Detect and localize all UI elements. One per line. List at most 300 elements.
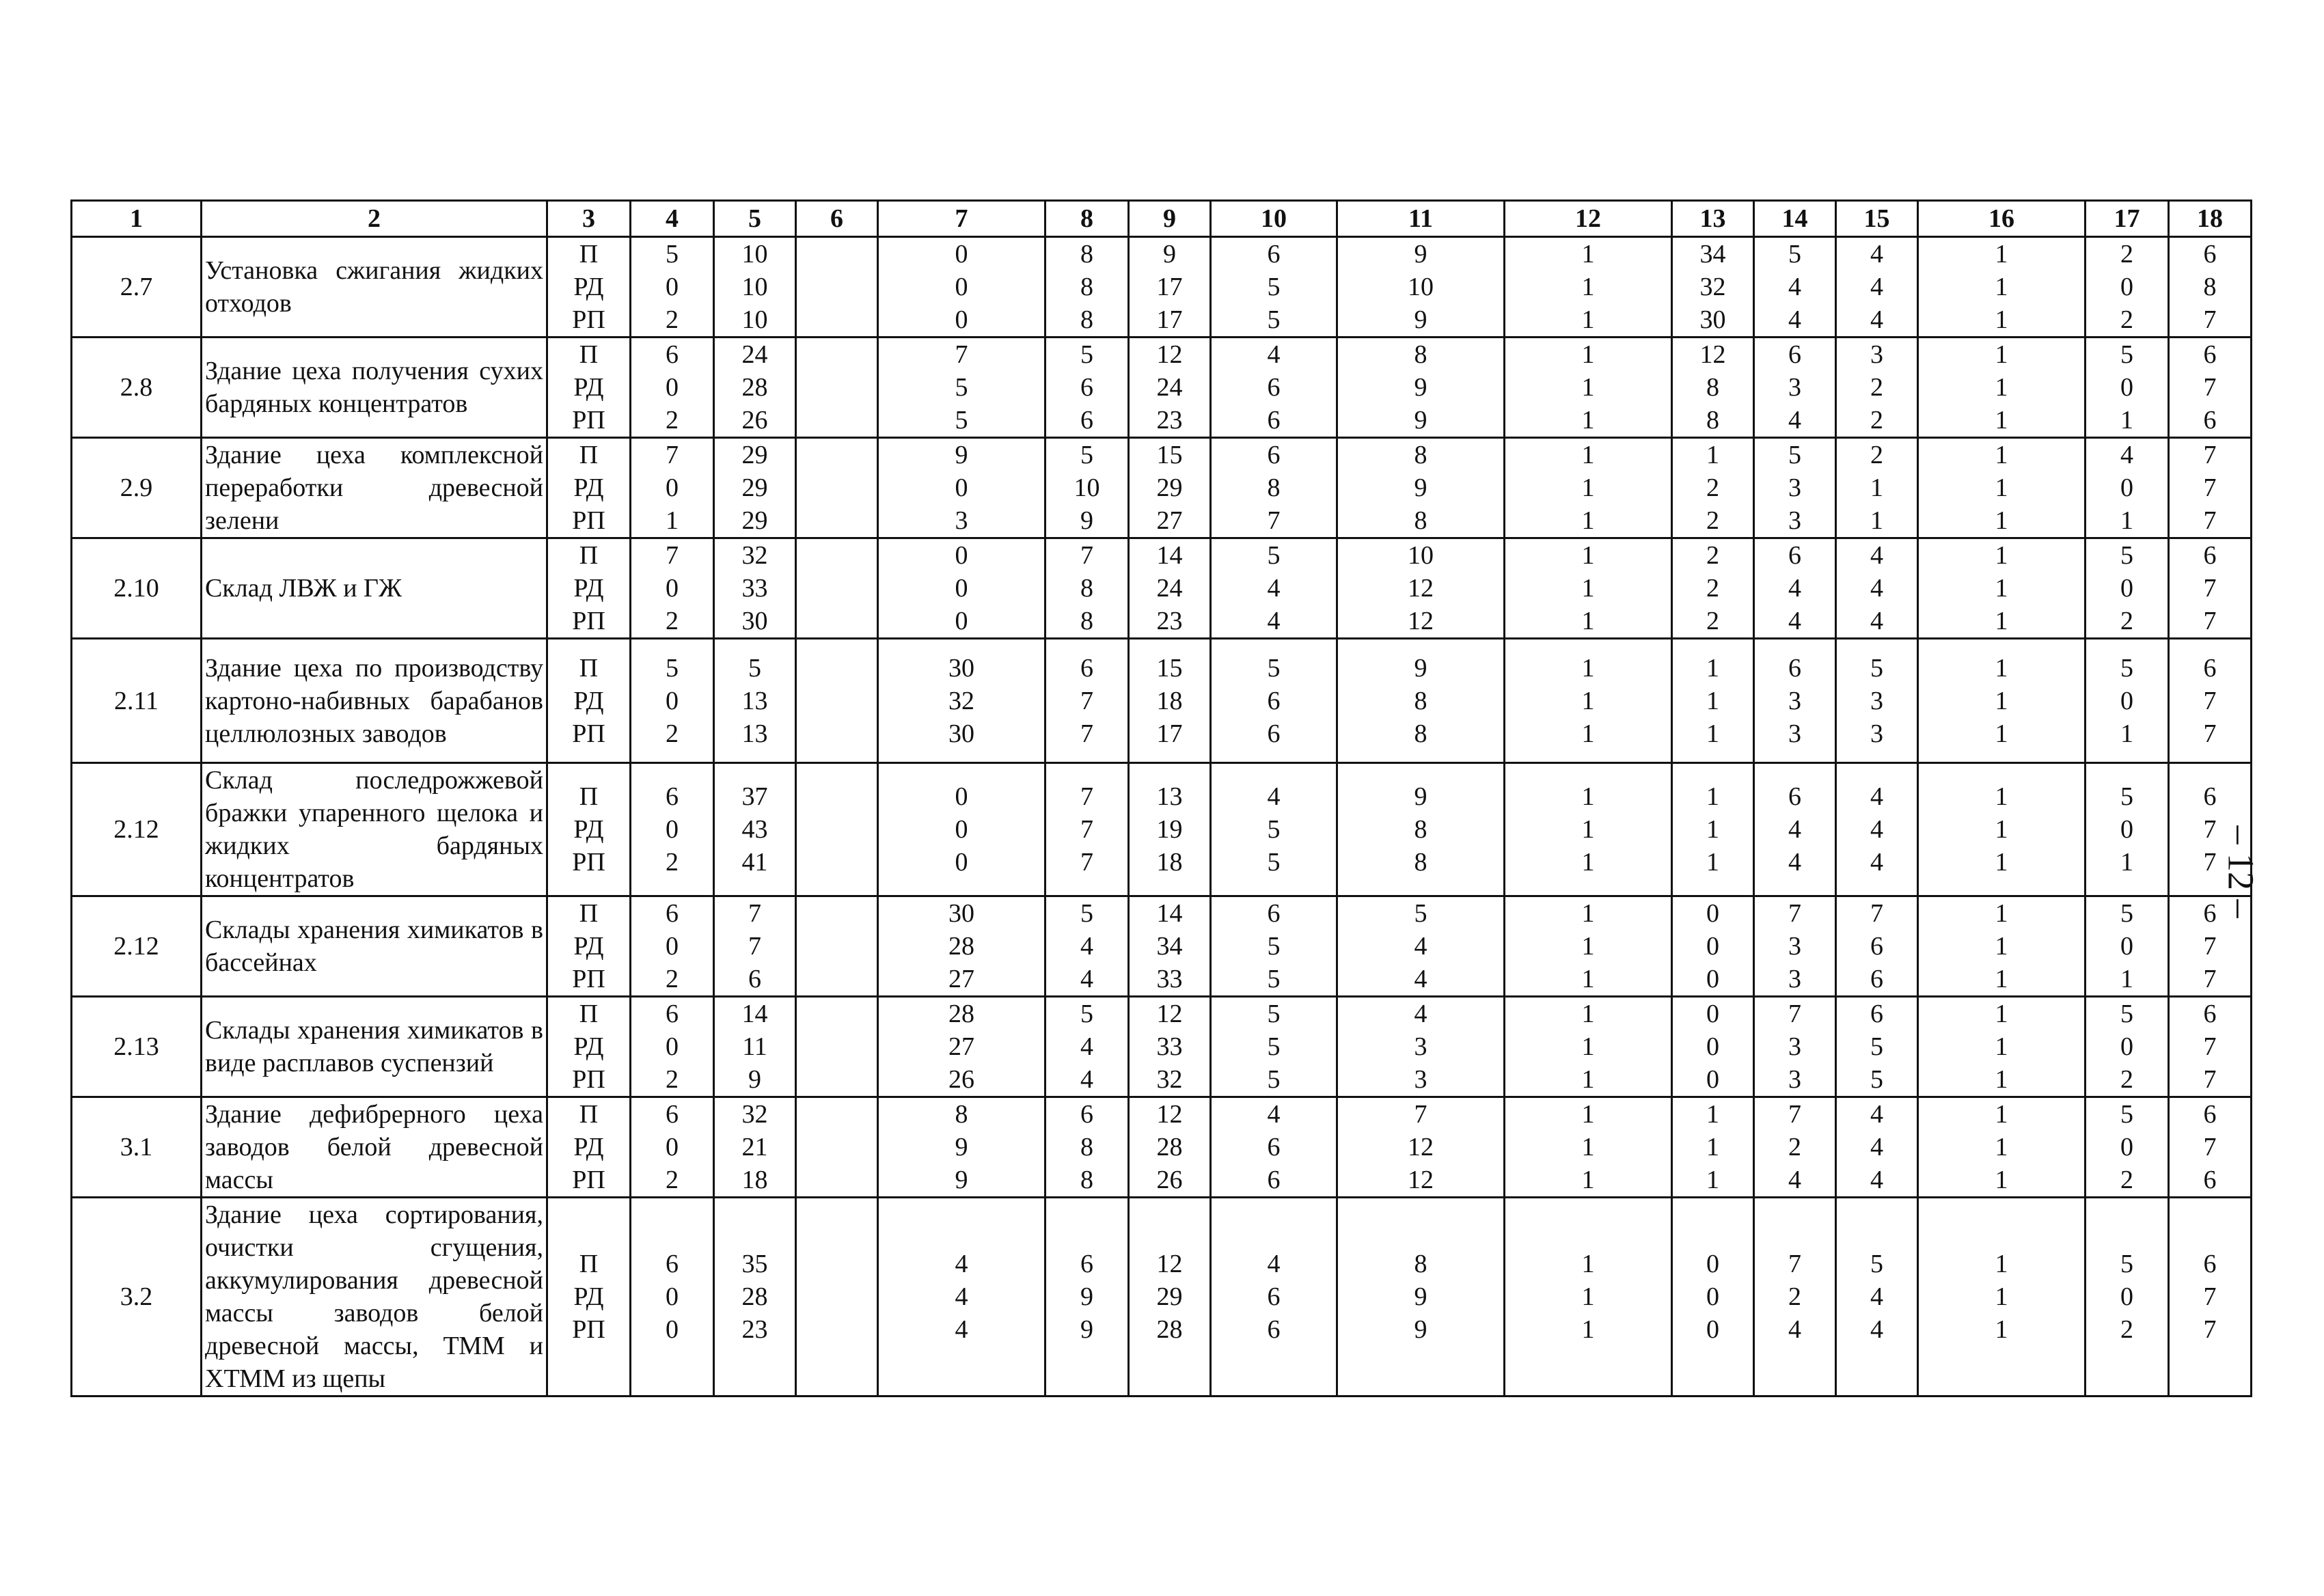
cell-col-12 — [1505, 763, 1672, 896]
cell-col-14 — [1754, 538, 1836, 639]
cell-value: 7 — [2203, 473, 2217, 502]
row-code: 2.10 — [72, 538, 202, 639]
cell-value: 8 — [1267, 473, 1281, 502]
cell-value: 2 — [2120, 1166, 2133, 1194]
cell-value: 3 — [1870, 686, 1883, 715]
cell-value: 0 — [666, 273, 679, 301]
cell-col-10 — [1211, 1198, 1337, 1396]
cell-value — [797, 338, 877, 371]
cell-value: 7 — [1080, 782, 1093, 811]
column-header-10: 10 — [1211, 201, 1337, 237]
cell-value: 6 — [666, 1250, 679, 1278]
cell-col-5 — [714, 997, 796, 1097]
cell-value: 0 — [2120, 1032, 2133, 1061]
cell-value: 33 — [1156, 965, 1183, 993]
cell-value: 4 — [1788, 607, 1801, 635]
cell-value: 5 — [1870, 1250, 1883, 1278]
cell-value: 8 — [1080, 1166, 1093, 1194]
cell-value: 4 — [1870, 848, 1883, 877]
cell-value: 3 — [1788, 686, 1801, 715]
cell-col-4 — [631, 237, 714, 338]
cell-col-17 — [2086, 438, 2169, 538]
cell-col-13 — [1672, 538, 1754, 639]
cell-value: 32 — [741, 541, 768, 570]
cell-value: 7 — [2203, 373, 2217, 402]
type-label: П — [579, 1250, 599, 1278]
cell-col-9 — [1129, 338, 1211, 438]
cell-col-7 — [878, 237, 1045, 338]
cell-col-9 — [1129, 639, 1211, 763]
cell-value: 1 — [1870, 506, 1883, 535]
cell-value: 4 — [1414, 1000, 1427, 1028]
row-code: 2.12 — [72, 896, 202, 997]
type-label: РП — [572, 1065, 605, 1094]
cell-value: 1 — [2120, 719, 2133, 748]
row-types — [547, 338, 631, 438]
cell-col-12 — [1505, 997, 1672, 1097]
cell-value: 4 — [1267, 1250, 1281, 1278]
cell-value: 1 — [1995, 965, 2008, 993]
cell-value: 2 — [1870, 373, 1883, 402]
cell-value: 1 — [1581, 1250, 1595, 1278]
cell-col-10 — [1211, 763, 1337, 896]
cell-value: 1 — [1995, 607, 2008, 635]
cell-value: 8 — [1414, 441, 1427, 469]
cell-value — [797, 271, 877, 303]
cell-col-15 — [1836, 639, 1918, 763]
cell-col-15 — [1836, 338, 1918, 438]
cell-value: 32 — [1699, 273, 1726, 301]
cell-col-15 — [1836, 896, 1918, 997]
cell-value: 2 — [1788, 1133, 1801, 1161]
cell-value: 6 — [666, 782, 679, 811]
cell-value: 1 — [1995, 1250, 2008, 1278]
cell-value: 12 — [1408, 607, 1434, 635]
type-label: РП — [572, 506, 605, 535]
cell-value: 5 — [1267, 1032, 1281, 1061]
cell-value: 6 — [1267, 1166, 1281, 1194]
cell-value: 1 — [1581, 1100, 1595, 1129]
cell-value: 6 — [2203, 340, 2217, 369]
cell-value: 29 — [741, 441, 768, 469]
cell-value: 32 — [948, 686, 974, 715]
cell-col-15 — [1836, 1097, 1918, 1198]
cell-value — [797, 1280, 877, 1313]
cell-value: 6 — [666, 899, 679, 928]
cell-value: 7 — [666, 541, 679, 570]
cell-value: 32 — [741, 1100, 768, 1129]
cell-col-5 — [714, 763, 796, 896]
type-label: П — [579, 541, 599, 570]
column-header-16: 16 — [1918, 201, 2086, 237]
cell-value — [797, 504, 877, 537]
cell-col-14 — [1754, 438, 1836, 538]
cell-value: 6 — [1267, 1133, 1281, 1161]
type-label: П — [579, 1100, 599, 1129]
cell-value: 2 — [666, 305, 679, 334]
cell-value: 7 — [2203, 719, 2217, 748]
cell-value: 6 — [1788, 782, 1801, 811]
cell-value: 5 — [666, 240, 679, 269]
cell-value: 6 — [1788, 340, 1801, 369]
cell-value: 2 — [1870, 441, 1883, 469]
cell-col-15 — [1836, 763, 1918, 896]
cell-value: 1 — [1581, 240, 1595, 269]
cell-value: 4 — [1870, 273, 1883, 301]
type-label: РД — [573, 273, 604, 301]
cell-value: 14 — [741, 1000, 768, 1028]
cell-value: 6 — [666, 340, 679, 369]
cell-value: 13 — [1156, 782, 1183, 811]
cell-col-5 — [714, 896, 796, 997]
cell-value — [797, 439, 877, 471]
cell-value: 0 — [1706, 1000, 1719, 1028]
cell-value — [797, 303, 877, 336]
cell-col-11 — [1337, 338, 1505, 438]
cell-col-14 — [1754, 997, 1836, 1097]
cell-col-9 — [1129, 237, 1211, 338]
cell-value: 32 — [1156, 1065, 1183, 1094]
cell-col-6 — [796, 237, 878, 338]
cell-value: 1 — [1581, 305, 1595, 334]
cell-col-15 — [1836, 438, 1918, 538]
cell-value — [797, 685, 877, 717]
cell-value — [797, 1248, 877, 1280]
cell-col-16 — [1918, 237, 2086, 338]
cell-col-13 — [1672, 896, 1754, 997]
cell-value: 0 — [2120, 686, 2133, 715]
table-body — [72, 237, 2252, 1396]
cell-value — [797, 717, 877, 750]
cell-value: 30 — [741, 607, 768, 635]
type-label: П — [579, 899, 599, 928]
cell-value: 0 — [2120, 1282, 2133, 1311]
cell-value: 1 — [1995, 574, 2008, 603]
cell-value: 5 — [1267, 965, 1281, 993]
cell-value: 1 — [1995, 373, 2008, 402]
cell-value: 4 — [1870, 782, 1883, 811]
cell-value — [797, 238, 877, 271]
cell-value: 5 — [2120, 1250, 2133, 1278]
cell-value: 4 — [1267, 782, 1281, 811]
cell-value: 8 — [1414, 1250, 1427, 1278]
cell-value: 4 — [1870, 1100, 1883, 1129]
cell-value: 6 — [2203, 541, 2217, 570]
cell-value: 43 — [741, 815, 768, 844]
cell-value: 1 — [1995, 848, 2008, 877]
cell-value: 8 — [1080, 305, 1093, 334]
cell-value: 0 — [2120, 273, 2133, 301]
cell-value: 1 — [1581, 932, 1595, 961]
cell-value: 24 — [1156, 373, 1183, 402]
table-row — [72, 338, 2252, 438]
cell-value: 12 — [1156, 1000, 1183, 1028]
cell-value: 8 — [1414, 506, 1427, 535]
cell-col-10 — [1211, 639, 1337, 763]
cell-value: 0 — [666, 1133, 679, 1161]
cell-col-11 — [1337, 997, 1505, 1097]
cell-value: 10 — [1074, 473, 1100, 502]
cell-value: 1 — [1870, 473, 1883, 502]
cell-value: 1 — [1995, 273, 2008, 301]
column-header-3: 3 — [547, 201, 631, 237]
cell-value: 8 — [1706, 406, 1719, 435]
cell-value: 17 — [1156, 273, 1183, 301]
cell-col-8 — [1045, 438, 1129, 538]
cell-value: 1 — [1581, 965, 1595, 993]
cell-value: 12 — [1408, 1166, 1434, 1194]
cell-value: 5 — [1414, 899, 1427, 928]
cell-col-16 — [1918, 896, 2086, 997]
cell-value: 7 — [2203, 574, 2217, 603]
cell-value: 34 — [1699, 240, 1726, 269]
cell-col-17 — [2086, 639, 2169, 763]
cell-value: 1 — [1995, 473, 2008, 502]
cell-col-11 — [1337, 1097, 1505, 1198]
cell-value: 6 — [1267, 240, 1281, 269]
cell-col-9 — [1129, 997, 1211, 1097]
row-name: Здание цеха по производству картоно-набивных барабанов целлюлозных заводов — [202, 639, 547, 763]
cell-value: 27 — [948, 965, 974, 993]
cell-value: 4 — [1870, 305, 1883, 334]
cell-value — [797, 605, 877, 637]
cell-value: 8 — [1414, 686, 1427, 715]
cell-value: 1 — [1995, 1100, 2008, 1129]
cell-value: 1 — [1995, 899, 2008, 928]
cell-value: 1 — [1581, 1065, 1595, 1094]
cell-col-15 — [1836, 1198, 1918, 1396]
cell-value: 0 — [666, 1032, 679, 1061]
cell-col-8 — [1045, 1198, 1129, 1396]
cell-value: 2 — [1788, 1282, 1801, 1311]
cell-value: 6 — [666, 1000, 679, 1028]
cell-value: 1 — [1706, 815, 1719, 844]
cell-col-13 — [1672, 338, 1754, 438]
row-code: 2.9 — [72, 438, 202, 538]
cell-col-4 — [631, 1198, 714, 1396]
cell-value: 3 — [1788, 932, 1801, 961]
type-label: РД — [573, 473, 604, 502]
cell-value: 7 — [2203, 441, 2217, 469]
cell-value: 5 — [955, 373, 968, 402]
cell-value: 6 — [1267, 686, 1281, 715]
cell-value: 1 — [1706, 441, 1719, 469]
cell-col-5 — [714, 1198, 796, 1396]
cell-col-16 — [1918, 997, 2086, 1097]
cell-value: 1 — [1995, 541, 2008, 570]
cell-value: 6 — [1267, 719, 1281, 748]
cell-value: 23 — [741, 1315, 768, 1344]
cell-value: 4 — [1870, 1315, 1883, 1344]
cell-value: 12 — [1156, 340, 1183, 369]
cell-col-7 — [878, 763, 1045, 896]
cell-value: 0 — [1706, 1250, 1719, 1278]
cell-value: 12 — [1156, 1250, 1183, 1278]
cell-value: 7 — [2203, 1065, 2217, 1094]
cell-col-17 — [2086, 237, 2169, 338]
column-header-7: 7 — [878, 201, 1045, 237]
cell-col-7 — [878, 538, 1045, 639]
row-code: 3.1 — [72, 1097, 202, 1198]
header-row — [72, 201, 2252, 237]
cell-value: 9 — [1414, 1315, 1427, 1344]
cell-value: 7 — [2203, 1133, 2217, 1161]
cell-col-13 — [1672, 1198, 1754, 1396]
cell-value: 7 — [2203, 932, 2217, 961]
table-row — [72, 896, 2252, 997]
table-row — [72, 538, 2252, 639]
cell-value — [797, 998, 877, 1030]
table-row — [72, 763, 2252, 896]
cell-value: 5 — [1267, 848, 1281, 877]
cell-col-10 — [1211, 338, 1337, 438]
row-types — [547, 997, 631, 1097]
cell-value: 1 — [1995, 1166, 2008, 1194]
cell-col-8 — [1045, 896, 1129, 997]
cell-value: 1 — [1995, 240, 2008, 269]
cell-col-10 — [1211, 538, 1337, 639]
cell-value: 1 — [1581, 473, 1595, 502]
row-name: Склад последрожжевой бражки упаренного щелока и жидких бардяных концентратов — [202, 763, 547, 896]
type-label: П — [579, 340, 599, 369]
cell-value: 7 — [2203, 965, 2217, 993]
cell-value — [797, 1131, 877, 1164]
type-label: П — [579, 653, 599, 683]
cell-value: 8 — [1080, 607, 1093, 635]
cell-col-8 — [1045, 538, 1129, 639]
cell-value: 1 — [1581, 406, 1595, 435]
cell-value: 33 — [741, 574, 768, 603]
cell-value: 8 — [1414, 815, 1427, 844]
cell-col-18 — [2169, 538, 2252, 639]
cell-col-11 — [1337, 763, 1505, 896]
cell-value: 28 — [741, 373, 768, 402]
cell-value: 11 — [742, 1032, 767, 1061]
cell-value: 12 — [1699, 340, 1726, 369]
cell-value: 2 — [2120, 607, 2133, 635]
cell-value: 1 — [1581, 848, 1595, 877]
cell-value: 2 — [666, 719, 679, 748]
cell-col-11 — [1337, 438, 1505, 538]
cell-value: 0 — [955, 473, 968, 502]
cell-col-14 — [1754, 896, 1836, 997]
cell-value: 2 — [666, 1065, 679, 1094]
cell-value: 3 — [1788, 965, 1801, 993]
cell-value: 4 — [955, 1315, 968, 1344]
cell-value: 8 — [2203, 273, 2217, 301]
cell-value: 1 — [1581, 899, 1595, 928]
cell-value — [797, 1098, 877, 1131]
cell-col-18 — [2169, 237, 2252, 338]
cell-value: 1 — [1995, 1032, 2008, 1061]
type-label: РП — [572, 848, 605, 877]
cell-value: 4 — [1870, 541, 1883, 570]
cell-value: 1 — [1995, 815, 2008, 844]
column-header-18: 18 — [2169, 201, 2252, 237]
cell-col-7 — [878, 639, 1045, 763]
cell-value: 0 — [666, 1315, 679, 1344]
cell-value: 4 — [1080, 1032, 1093, 1061]
cell-value: 15 — [1156, 653, 1183, 683]
cell-col-17 — [2086, 1097, 2169, 1198]
cell-value: 1 — [2120, 848, 2133, 877]
cell-value: 6 — [2203, 1166, 2217, 1194]
cell-value: 13 — [741, 686, 768, 715]
cell-value: 1 — [1581, 273, 1595, 301]
type-label: РД — [573, 686, 604, 715]
cell-col-18 — [2169, 639, 2252, 763]
cell-value: 4 — [1870, 815, 1883, 844]
cell-value: 6 — [1267, 373, 1281, 402]
cell-value: 0 — [666, 815, 679, 844]
cell-col-10 — [1211, 438, 1337, 538]
cell-col-16 — [1918, 438, 2086, 538]
cell-value — [797, 471, 877, 504]
cell-col-4 — [631, 1097, 714, 1198]
cell-col-12 — [1505, 639, 1672, 763]
cell-value — [797, 539, 877, 572]
cell-col-9 — [1129, 538, 1211, 639]
cell-value: 5 — [1080, 441, 1093, 469]
cell-value: 0 — [1706, 1065, 1719, 1094]
cell-value: 0 — [955, 240, 968, 269]
cell-col-13 — [1672, 639, 1754, 763]
cell-value: 6 — [1267, 899, 1281, 928]
cell-value: 9 — [748, 1065, 761, 1094]
cell-value: 9 — [1163, 240, 1176, 269]
cell-value: 6 — [1080, 373, 1093, 402]
cell-value: 7 — [1870, 899, 1883, 928]
cell-value: 7 — [1267, 506, 1281, 535]
cell-col-6 — [796, 639, 878, 763]
type-label: П — [579, 782, 599, 811]
cell-value: 0 — [955, 607, 968, 635]
cell-value: 1 — [1995, 1315, 2008, 1344]
cell-value: 9 — [1080, 506, 1093, 535]
cell-value: 0 — [955, 848, 968, 877]
cell-value — [797, 572, 877, 605]
cell-value: 0 — [955, 541, 968, 570]
column-header-8: 8 — [1045, 201, 1129, 237]
cell-value: 29 — [741, 473, 768, 502]
cell-value: 29 — [1156, 1282, 1183, 1311]
cell-value: 1 — [1581, 1032, 1595, 1061]
cell-col-5 — [714, 438, 796, 538]
cell-value: 9 — [1080, 1282, 1093, 1311]
column-header-11: 11 — [1337, 201, 1505, 237]
cell-value: 5 — [1267, 1065, 1281, 1094]
cell-value: 21 — [741, 1133, 768, 1161]
cell-value: 9 — [955, 1133, 968, 1161]
cell-value: 1 — [1581, 1166, 1595, 1194]
row-code: 2.12 — [72, 763, 202, 896]
type-label: РД — [573, 1282, 604, 1311]
cell-value: 2 — [1706, 607, 1719, 635]
cell-value: 2 — [1706, 574, 1719, 603]
cell-value: 4 — [1870, 1166, 1883, 1194]
cell-col-9 — [1129, 1097, 1211, 1198]
cell-value: 7 — [955, 340, 968, 369]
cell-value: 7 — [2203, 1032, 2217, 1061]
cell-col-13 — [1672, 1097, 1754, 1198]
cell-col-12 — [1505, 237, 1672, 338]
row-types — [547, 1198, 631, 1396]
cell-value: 26 — [741, 406, 768, 435]
cell-value: 7 — [1788, 1000, 1801, 1028]
cell-value: 1 — [1706, 1133, 1719, 1161]
cell-value: 5 — [2120, 541, 2133, 570]
row-name: Склады хранения химикатов в виде расплавов суспензий — [202, 997, 547, 1097]
